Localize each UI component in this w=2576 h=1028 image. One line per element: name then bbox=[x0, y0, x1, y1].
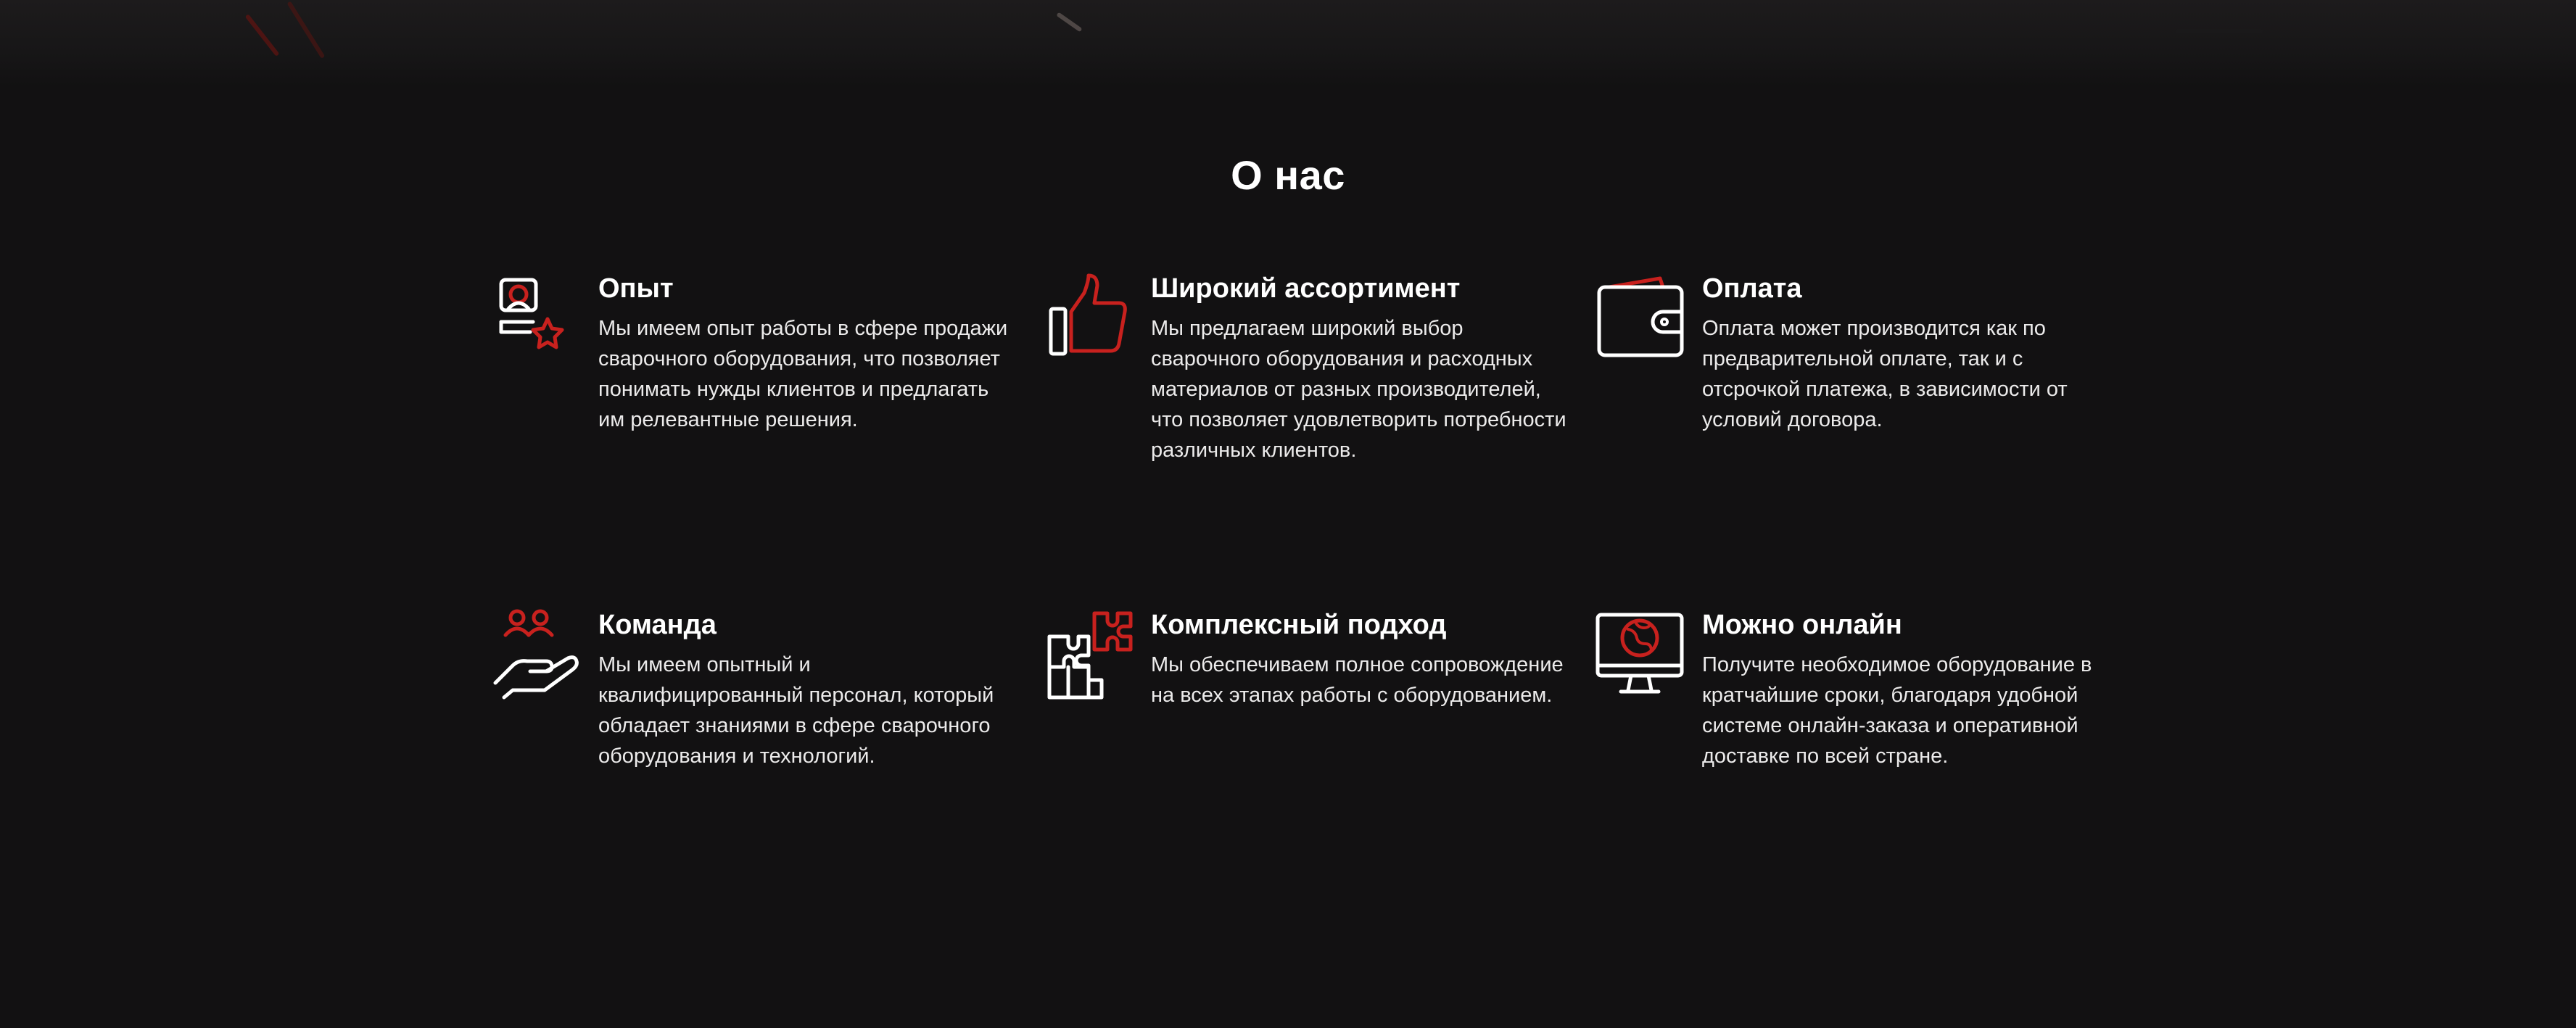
feature-description: Мы предлагаем широкий выбор сварочного оборудования и расходных материалов от разных производителей, что позволяет удовлетворить потребности различных клиентов. bbox=[1151, 317, 1566, 462]
feature-description: Мы имеем опытный и квалифицированный персонал, который обладает знаниями в сфере сварочного оборудования и технологий. bbox=[598, 653, 994, 768]
monitor-globe-icon bbox=[1593, 608, 1686, 700]
decorative-spark bbox=[2176, 29, 2263, 33]
user-star-icon bbox=[490, 271, 582, 364]
decorative-spark bbox=[1056, 12, 1082, 33]
feature-complex-approach bbox=[1042, 608, 1593, 847]
hero-bottom-band bbox=[0, 0, 2576, 87]
team-hand-icon bbox=[490, 608, 582, 700]
feature-title: Широкий ассортимент bbox=[1151, 273, 1461, 304]
feature-title: Оплата bbox=[1702, 273, 1802, 304]
feature-title: Можно онлайн bbox=[1702, 610, 1902, 640]
thumbs-up-icon bbox=[1042, 271, 1135, 364]
decorative-spark bbox=[245, 14, 280, 57]
feature-title: Опыт bbox=[598, 273, 674, 304]
feature-description: Мы имеем опыт работы в сфере продажи сварочного оборудования, что позволяет понимать нужды клиентов и предлагать им релевантные решения. bbox=[598, 317, 1008, 431]
feature-payment bbox=[1593, 271, 2144, 510]
feature-description: Оплата может производится как по предварительной оплате, так и с отсрочкой платежа, в зависимости от условий договора. bbox=[1702, 317, 2068, 431]
feature-online bbox=[1593, 608, 2144, 847]
feature-assortment bbox=[1042, 271, 1593, 510]
feature-description: Получите необходимое оборудование в кратчайшие сроки, благодаря удобной системе онлайн-заказа и оперативной доставке по всей стране. bbox=[1702, 653, 2092, 768]
wallet-icon bbox=[1593, 271, 1686, 364]
decorative-spark bbox=[286, 1, 325, 59]
feature-title: Команда bbox=[598, 610, 717, 640]
feature-title: Комплексный подход bbox=[1151, 610, 1447, 640]
feature-team bbox=[490, 608, 1041, 847]
feature-experience bbox=[490, 271, 1041, 510]
feature-description: Мы обеспечиваем полное сопровождение на всех этапах работы с оборудованием. bbox=[1151, 653, 1564, 707]
puzzle-icon bbox=[1042, 608, 1135, 700]
section-title: О нас bbox=[1231, 152, 1345, 199]
